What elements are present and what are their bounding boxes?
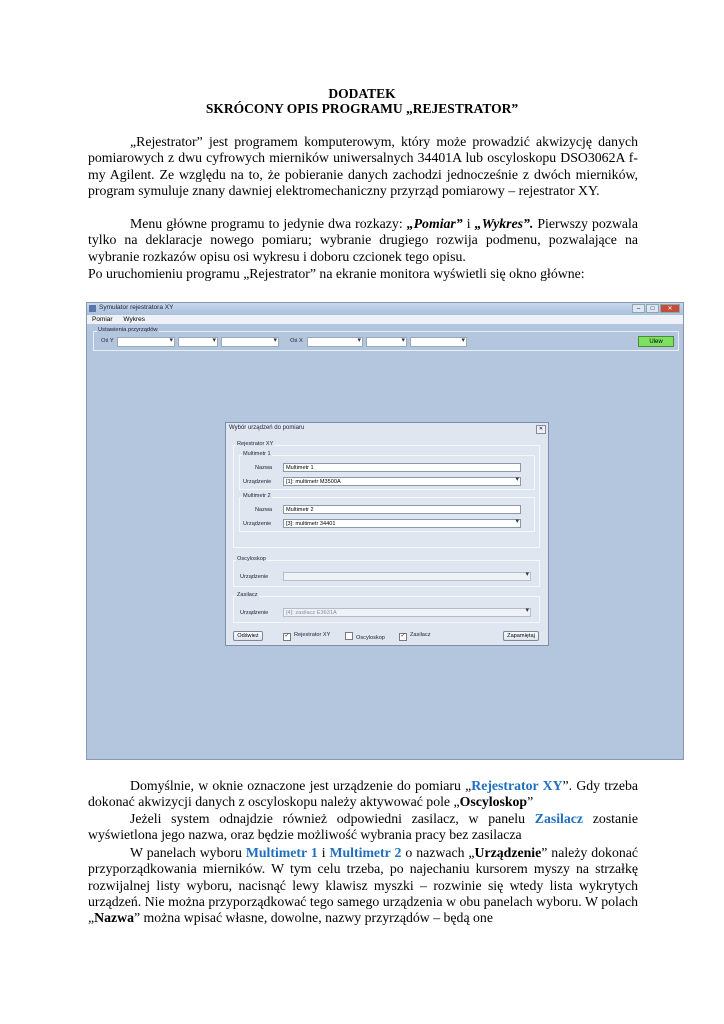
paragraph-power-supply: Jeżeli system odnajdzie również odpowiedni zasilacz, w panelu Zasilacz zostanie wyświetlona jego nazwa, oraz będzie możliwość wybrania pracy bez zasilacza [88,811,638,843]
axis-x-label: Oś X [290,338,303,344]
oscyloskop-checkbox[interactable]: Oscyloskop [345,632,385,641]
checkmark-icon: ✓ [284,633,290,639]
zas-device-select[interactable]: [4]: zasilacz E3631A ▾ [283,608,531,617]
menubar [87,315,683,324]
rejestrator-group-label: Rejestrator XY [237,441,274,447]
zasilacz-group-label: Zasilacz [237,592,258,598]
app-screenshot [86,302,684,760]
zas-urzadzenie-label: Urządzenie [240,610,269,616]
oscyloskop-group-label: Oscyloskop [237,556,266,562]
axis-x-combo-2[interactable] [366,337,407,347]
checkmark-icon: ✓ [400,633,406,639]
device-selection-dialog [225,422,549,646]
term-multimetr-2: Multimetr 2 [329,845,402,860]
term-nazwa: Nazwa [94,910,134,926]
paragraph-multimeter-panels: W panelach wyboru Multimetr 1 i Multimetr 2 o nazwach „Urządzenie” należy dokonać przyporządkowania mierników. W tym celu trzeba, po najechaniu kursorem myszy na strzałkę rozwijalnej listy wyboru, nacisnąć lewy klawisz myszki – rozwinie się wtedy lista wykrytych urządzeń. Nie można przyporządkować tego samego urządzenia w obu panelach wyboru. W polach „Nazwa” można wpisać własne, dowolne, nazwy przyrządów – będą one [88,845,639,926]
zasilacz-checkbox[interactable]: ✓ Zasilacz [400,632,431,639]
m1-nazwa-input[interactable]: Multimetr 1 [283,463,521,472]
term-wykres: „Wykres”. [474,216,534,231]
ulew-button[interactable]: Ulew [638,336,674,347]
axis-y-combo-1[interactable] [117,337,175,347]
odswiez-button[interactable]: Odśwież [233,631,263,641]
rejestrator-checkbox[interactable]: ✓ Rejestrator XY [284,632,331,639]
menu-wykres[interactable]: Wykres [123,316,146,323]
osc-urzadzenie-label: Urządzenie [240,574,269,580]
dialog-title: Wybór urządzeń do pomiaru [229,425,305,431]
m1-nazwa-label: Nazwa [255,465,273,471]
term-pomiar: „Pomiar” [406,216,463,231]
dialog-close-icon[interactable]: ✕ [536,425,546,434]
heading-appendix: DODATEK [328,86,396,101]
window-controls [632,304,680,313]
close-icon[interactable]: ✕ [660,304,680,313]
term-zasilacz: Zasilacz [534,811,584,826]
paragraph-menu: Menu główne programu to jedynie dwa rozkazy: „Pomiar” i „Wykres”. Pierwszy pozwala tylko na deklaracje nowego pomiaru; wybranie drugiego rozwija podmenu, pozwalające na wybranie rozkazów opisu osi wykresu i doboru czcionek tego opisu. [88,216,638,264]
window-titlebar [87,303,683,315]
paragraph-intro: „Rejestrator” jest programem komputerowym, który może prowadzić akwizycję danych pomiarowych z dwu cyfrowych mierników uniwersalnych 34401A lub oscyloskopu DSO3062A f-my Agilent. Ze względu na to, że pobieranie danych zachodzi jednocześnie z dwóch mierników, program symuluje znany dawniej elektromechaniczny przyrząd pomiarowy – rejestrator XY. [88,134,638,198]
m2-nazwa-input[interactable]: Multimetr 2 [283,505,521,514]
app-icon [89,305,96,312]
term-rejestrator-xy: Rejestrator XY [471,778,563,793]
maximize-icon[interactable]: □ [646,304,659,313]
zapamietaj-button[interactable]: Zapamiętaj [503,631,539,641]
menu-pomiar[interactable]: Pomiar [92,316,113,323]
settings-group-label: Ustawienia przyrządów [98,327,158,333]
axis-y-label: Oś Y [101,338,114,344]
osc-device-select[interactable] [283,572,531,581]
m1-device-select[interactable]: [1]: multimetr M3500A ▾ [283,477,521,486]
m1-urzadzenie-label: Urządzenie [243,479,272,485]
m2-nazwa-label: Nazwa [255,507,273,513]
multimetr2-group-label: Multimetr 2 [243,493,271,499]
heading-program-description: SKRÓCONY OPIS PROGRAMU „REJESTRATOR” [205,101,519,116]
axis-x-combo-3[interactable] [410,337,467,347]
term-urzadzenie: Urządzenie [474,845,542,860]
minimize-icon[interactable]: – [632,304,645,313]
checkbox-empty-icon [345,632,353,640]
m2-device-select[interactable]: [3]: multimetr 34401 ▾ [283,519,521,528]
paragraph-start: Po uruchomieniu programu „Rejestrator” na ekranie monitora wyświetli się okno główne: [88,266,585,281]
axis-y-combo-2[interactable] [178,337,218,347]
m2-urzadzenie-label: Urządzenie [243,521,272,527]
term-multimetr-1: Multimetr 1 [245,845,318,860]
paragraph-default-device: Domyślnie, w oknie oznaczone jest urządzenie do pomiaru „Rejestrator XY”. Gdy trzeba dokonać akwizycji danych z oscyloskopu należy aktywować pole „Oscyloskop” [88,778,638,810]
multimetr1-group-label: Multimetr 1 [243,451,271,457]
axis-x-combo-1[interactable] [307,337,363,347]
axis-y-combo-3[interactable] [221,337,279,347]
term-oscyloskop: Oscyloskop [459,794,528,810]
window-title: Symulator rejestratora XY [99,304,174,311]
